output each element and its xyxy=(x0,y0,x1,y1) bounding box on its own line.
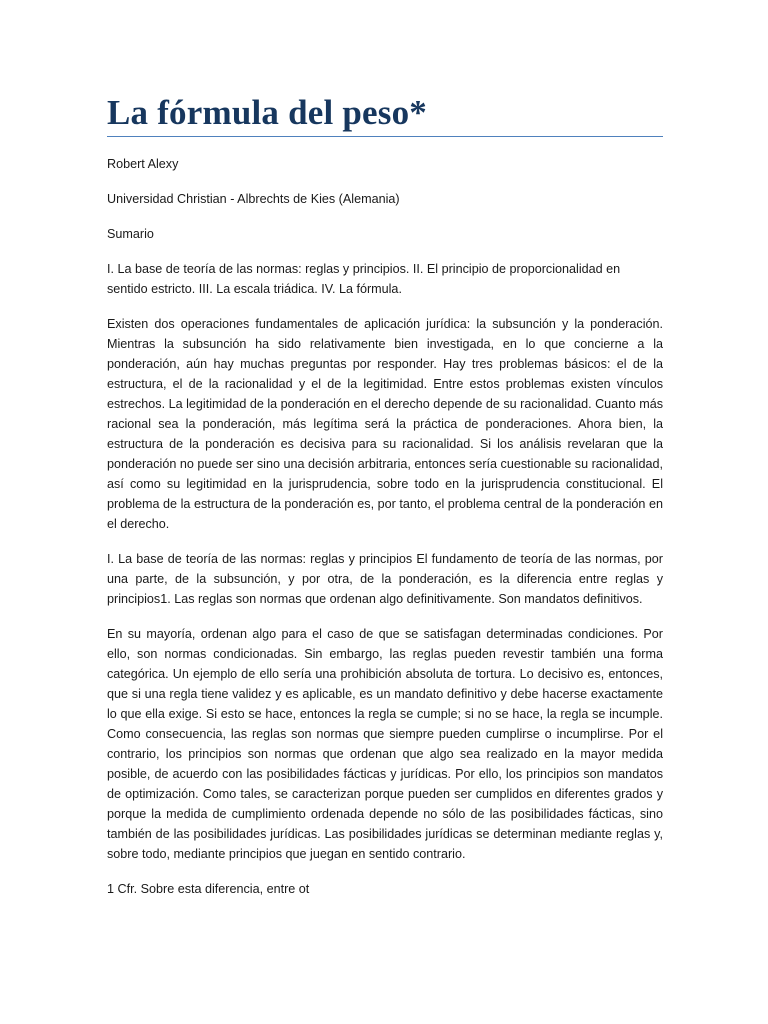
summary-text: I. La base de teoría de las normas: reglas y principios. II. El principio de proporcionalidad en sentido estricto. III. La escala triádica. IV. La fórmula. xyxy=(107,262,621,296)
document-title: La fórmula del peso* xyxy=(107,92,663,137)
summary-heading: Sumario xyxy=(107,227,154,241)
body-paragraph: I. La base de teoría de las normas: reglas y principios El fundamento de teoría de las normas, por una parte, de la subsunción, y por otra, de la ponderación, es la diferencia entre reglas y principios1. Las reglas son normas que ordenan algo definitivamente. Son mandatos definitivos. xyxy=(107,552,663,606)
document-page xyxy=(107,92,663,899)
author-affiliation: Universidad Christian - Albrechts de Kies (Alemania) xyxy=(107,192,400,206)
body-paragraph: Existen dos operaciones fundamentales de aplicación jurídica: la subsunción y la ponderación. Mientras la subsunción ha sido relativamente bien investigada, en lo que concierne a la ponderación, aún hay muchas preguntas por responder. Hay tres problemas básicos: el de la estructura, el de la racionalidad y el de la legitimidad. Entre estos problemas existen vínculos estrechos. La legitimidad de la ponderación en el derecho depende de su racionalidad. Cuanto más racional sea la ponderación, más legítima será la práctica de ponderaciones. Ahora bien, la estructura de la ponderación es decisiva para su racionalidad. Si los análisis revelaran que la ponderación no puede ser sino una decisión arbitraria, entonces sería cuestionable su racionalidad, así como su legitimidad en la jurisprudencia, sobre todo en la jurisprudencia constitucional. El problema de la estructura de la ponderación es, por tanto, el problema central de la ponderación en el derecho. xyxy=(107,317,663,531)
author-name: Robert Alexy xyxy=(107,157,179,171)
footnote: 1 Cfr. Sobre esta diferencia, entre ot xyxy=(107,882,310,896)
body-paragraph: En su mayoría, ordenan algo para el caso de que se satisfagan determinadas condiciones. Por ello, son normas condicionadas. Sin embargo, las reglas pueden revestir también una forma categórica. Un ejemplo de ello sería una prohibición absoluta de tortura. Lo decisivo es, entonces, que si una regla tiene validez y es aplicable, es un mandato definitivo y debe hacerse exactamente lo que ella exige. Si esto se hace, entonces la regla se cumple; si no se hace, la regla se incumple. Como consecuencia, las reglas son normas que siempre pueden cumplirse o incumplirse. Por el contrario, los principios son normas que ordenan que algo sea realizado en la mayor medida posible, de acuerdo con las posibilidades fácticas y jurídicas. Por ello, los principios son mandatos de optimización. Como tales, se caracterizan porque pueden ser cumplidos en diferentes grados y porque la medida de cumplimiento ordenada depende no sólo de las posibilidades fácticas, sino también de las posibilidades jurídicas. Las posibilidades jurídicas se determinan mediante reglas y, sobre todo, mediante principios que juegan en sentido contrario. xyxy=(107,627,663,861)
